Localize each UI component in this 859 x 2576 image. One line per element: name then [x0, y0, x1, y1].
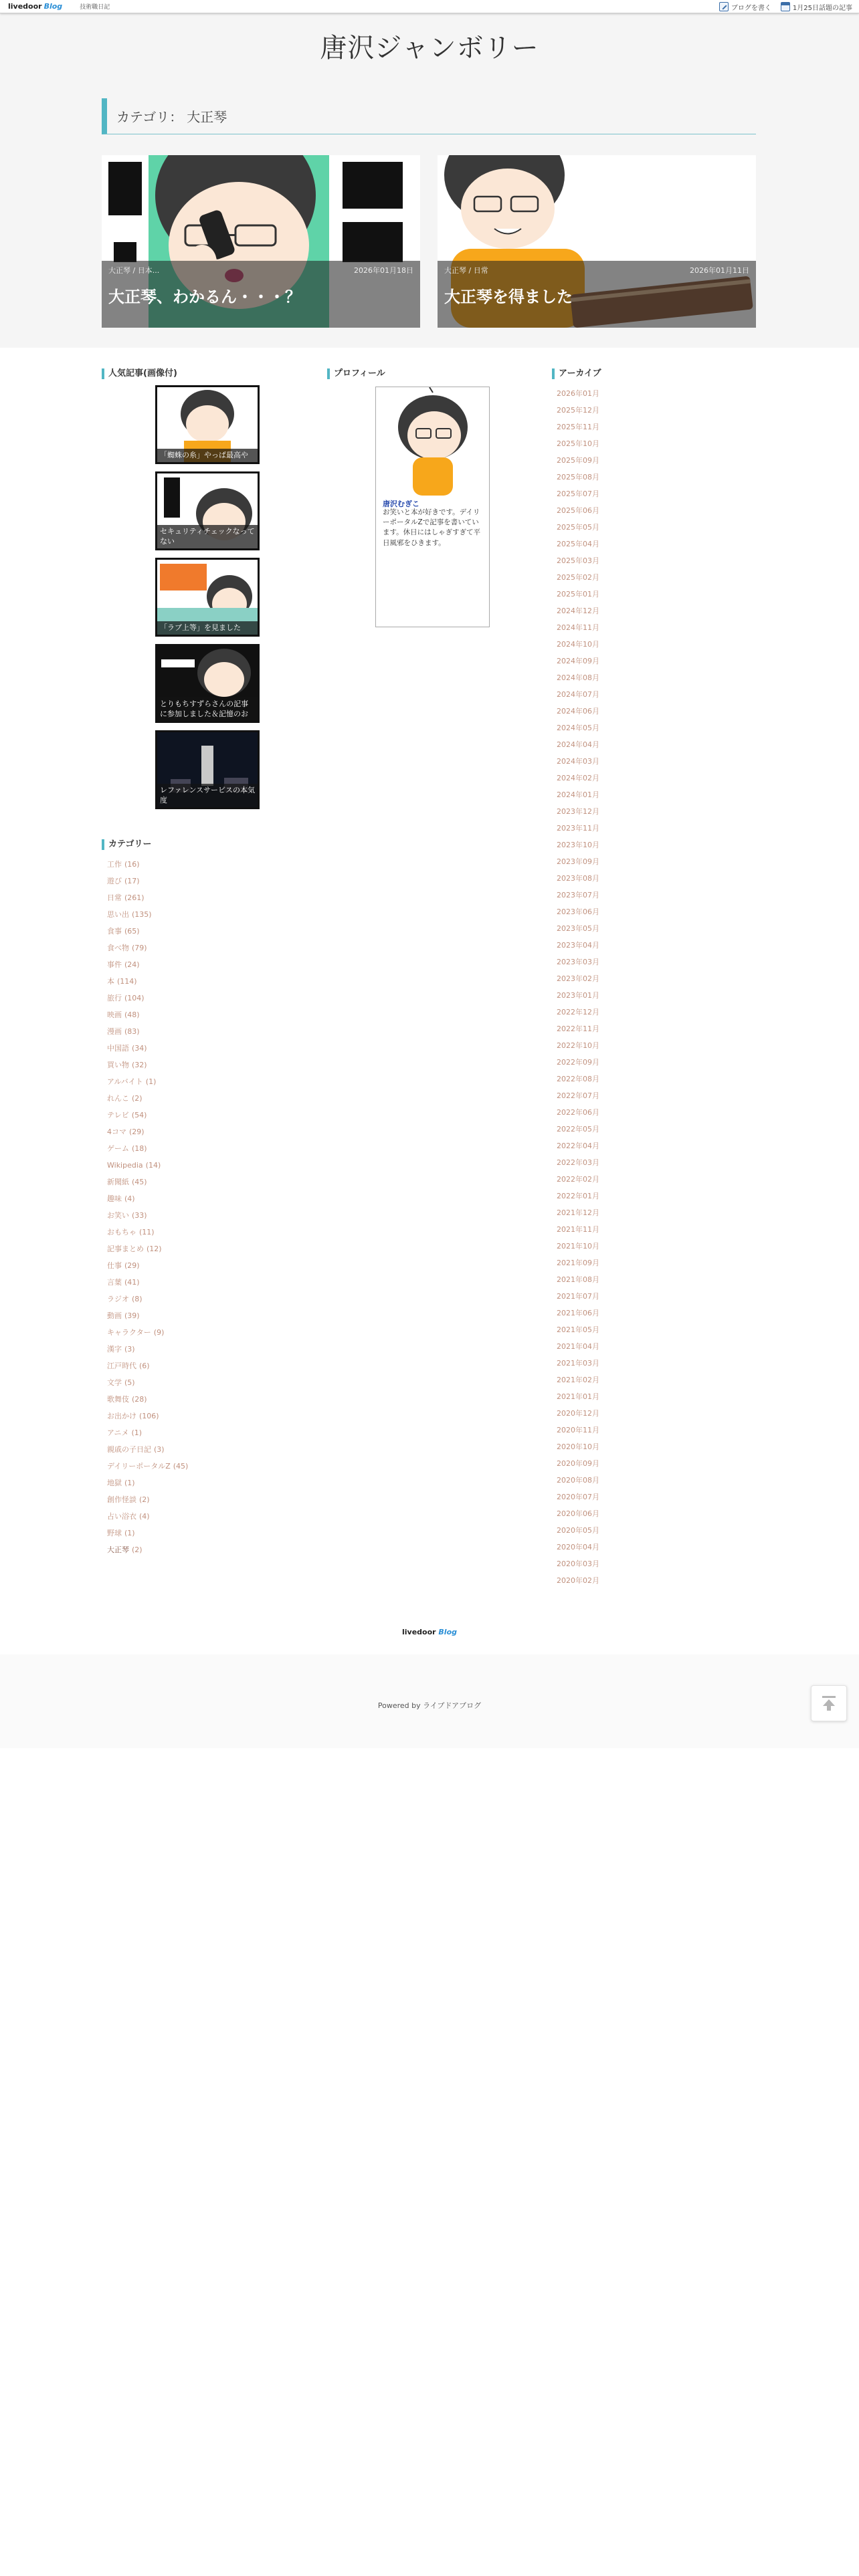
archive-month-link[interactable]: 2023年01月 [557, 991, 599, 1000]
category-name: れんこ [107, 1094, 129, 1103]
category-item[interactable] [107, 940, 188, 956]
archive-month-link[interactable]: 2025年10月 [557, 439, 599, 448]
archive-month-link[interactable]: 2020年11月 [557, 1426, 599, 1434]
category-name: おもちゃ [107, 1228, 136, 1237]
category-name: 思い出 [107, 910, 129, 919]
category-item[interactable] [107, 1274, 188, 1291]
category-header-label: カテゴリ： [116, 109, 183, 125]
category-count: (5) [124, 1378, 135, 1387]
featured-title[interactable]: 大正琴、わかるん・・・？ [108, 288, 301, 306]
category-count: (135) [132, 910, 152, 919]
archive-month-link[interactable]: 2021年11月 [557, 1225, 599, 1234]
category-name: 歌舞伎 [107, 1395, 129, 1404]
category-item[interactable] [107, 1324, 188, 1341]
category-count: (32) [132, 1061, 147, 1069]
archive-month-link[interactable]: 2022年09月 [557, 1058, 599, 1067]
archive-month-link[interactable]: 2020年05月 [557, 1526, 599, 1535]
archive-month-link[interactable]: 2022年01月 [557, 1192, 599, 1200]
category-name: 江戸時代 [107, 1362, 136, 1370]
archive-month-link[interactable]: 2025年07月 [557, 490, 599, 498]
category-header [102, 98, 756, 134]
category-name: 文学 [107, 1378, 122, 1387]
category-count: (1) [145, 1077, 157, 1086]
archive-month-link[interactable]: 2025年04月 [557, 540, 599, 548]
category-count: (14) [145, 1161, 161, 1170]
category-count: (3) [124, 1345, 135, 1354]
calendar-icon [781, 2, 790, 11]
category-name: 本 [107, 977, 114, 986]
category-count: (17) [124, 877, 140, 885]
category-count: (3) [154, 1445, 165, 1454]
archive-month-link[interactable]: 2021年07月 [557, 1292, 599, 1301]
category-count: (45) [173, 1462, 189, 1471]
category-item[interactable] [107, 1541, 188, 1558]
archive-month-link[interactable]: 2024年09月 [557, 657, 599, 665]
category-item[interactable] [107, 1491, 188, 1508]
category-name: 遊び [107, 877, 122, 885]
pencil-icon [719, 2, 729, 11]
archive-month-link[interactable]: 2021年10月 [557, 1242, 599, 1251]
archive-month-link[interactable]: 2025年01月 [557, 590, 599, 599]
arrow-up-to-top-icon [822, 1695, 836, 1711]
category-item[interactable] [107, 1006, 188, 1023]
trending-topics-label: 1月25日話題の記事 [792, 4, 852, 12]
category-count: (4) [124, 1194, 135, 1203]
powered-by[interactable]: Powered by ライブドアブログ [377, 1701, 482, 1710]
category-count: (33) [132, 1211, 147, 1220]
archive-month-link[interactable]: 2023年03月 [557, 958, 599, 966]
category-name: アニメ [107, 1428, 129, 1437]
category-item[interactable] [107, 1140, 188, 1157]
archive-list [557, 385, 599, 1589]
category-name: 買い物 [107, 1061, 129, 1069]
archive-month-link[interactable]: 2023年02月 [557, 974, 599, 983]
category-count: (12) [147, 1245, 162, 1253]
category-item[interactable] [107, 1458, 188, 1475]
popular-article-1[interactable] [155, 385, 260, 464]
category-name: 地獄 [107, 1479, 122, 1487]
profile-name[interactable]: 唐沢むぎこ [383, 500, 419, 508]
category-count: (2) [139, 1495, 150, 1504]
archive-month-link[interactable]: 2021年08月 [557, 1275, 599, 1284]
category-count: (6) [139, 1362, 150, 1370]
category-item[interactable] [107, 889, 188, 906]
featured-meta [108, 265, 413, 276]
archive-month-link[interactable]: 2025年02月 [557, 573, 599, 582]
archive-month-link[interactable]: 2025年12月 [557, 406, 599, 415]
archive-month-link[interactable]: 2023年09月 [557, 857, 599, 866]
popular-article-2[interactable] [155, 471, 260, 550]
category-count: (1) [131, 1428, 142, 1437]
featured-article-1[interactable] [102, 155, 420, 328]
category-name: 趣味 [107, 1194, 122, 1203]
category-name: お笑い [107, 1211, 129, 1220]
category-count: (2) [132, 1545, 142, 1554]
category-name: 食事 [107, 927, 122, 936]
category-name: 漫画 [107, 1027, 122, 1036]
archive-month-link[interactable]: 2024年03月 [557, 757, 599, 766]
category-item[interactable] [107, 1123, 188, 1140]
category-item[interactable] [107, 956, 188, 973]
popular-article-3[interactable] [155, 558, 260, 637]
category-name: 創作怪談 [107, 1495, 136, 1504]
category-name: 4コマ [107, 1128, 126, 1136]
category-item[interactable] [107, 973, 188, 990]
archive-month-link[interactable]: 2024年04月 [557, 740, 599, 749]
archive-month-link[interactable]: 2023年04月 [557, 941, 599, 950]
archive-month-link[interactable]: 2023年12月 [557, 807, 599, 816]
archive-month-link[interactable]: 2022年02月 [557, 1175, 599, 1184]
category-name: 親戚の子日記 [107, 1445, 151, 1454]
category-item[interactable] [107, 873, 188, 889]
category-item[interactable] [107, 1057, 188, 1073]
archive-month-link[interactable]: 2022年06月 [557, 1108, 599, 1117]
category-count: (1) [124, 1529, 135, 1537]
profile-avatar [376, 387, 489, 496]
category-item[interactable] [107, 1040, 188, 1057]
livedoor-blog-logo[interactable] [8, 2, 62, 11]
category-count: (24) [124, 960, 140, 969]
archive-month-link[interactable]: 2024年02月 [557, 774, 599, 782]
archive-month-link[interactable]: 2024年05月 [557, 724, 599, 732]
category-header-name: 大正琴 [187, 109, 227, 125]
category-name: キャラクター [107, 1328, 151, 1337]
category-item[interactable] [107, 1157, 188, 1174]
archive-month-link[interactable]: 2020年08月 [557, 1476, 599, 1485]
category-name: 旅行 [107, 994, 122, 1002]
footer-logo-main: livedoor [401, 1628, 436, 1636]
archive-month-link[interactable]: 2020年03月 [557, 1560, 599, 1568]
category-count: (29) [129, 1128, 145, 1136]
category-name: テレビ [107, 1111, 129, 1119]
archive-month-link[interactable]: 2020年02月 [557, 1576, 599, 1585]
category-count: (16) [124, 860, 140, 869]
archive-month-link[interactable]: 2022年12月 [557, 1008, 599, 1016]
popular-article-caption: とりもちすずらさんの記事に参加しました＆記憶のお [157, 697, 258, 721]
footer-logo-blog: Blog [438, 1628, 458, 1636]
archive-month-link[interactable]: 2020年10月 [557, 1442, 599, 1451]
archive-month-link[interactable]: 2022年07月 [557, 1091, 599, 1100]
category-name: ラジオ [107, 1295, 129, 1303]
category-item[interactable] [107, 1073, 188, 1090]
category-name: 新聞紙 [107, 1178, 129, 1186]
category-name: 動画 [107, 1311, 122, 1320]
archive-month-link[interactable]: 2025年03月 [557, 556, 599, 565]
category-count: (39) [124, 1311, 140, 1320]
category-item[interactable] [107, 1224, 188, 1241]
archive-month-link[interactable]: 2022年05月 [557, 1125, 599, 1134]
category-count: (79) [132, 944, 147, 952]
category-count: (18) [132, 1144, 147, 1153]
category-item[interactable] [107, 990, 188, 1006]
category-item[interactable] [107, 1424, 188, 1441]
popular-article-caption: 「蜘蛛の糸」やっぱ最高や [157, 449, 258, 462]
topbar-subtitle[interactable]: 技術職日記 [80, 4, 110, 11]
popular-articles-heading: 人気記事(画像付) [102, 368, 177, 379]
category-name: 記事まとめ [107, 1245, 144, 1253]
archive-month-link[interactable]: 2021年01月 [557, 1392, 599, 1401]
category-name: デイリーポータルZ [107, 1462, 171, 1471]
archive-month-link[interactable]: 2023年05月 [557, 924, 599, 933]
featured-article-2[interactable] [438, 155, 756, 328]
category-item[interactable] [107, 1241, 188, 1257]
category-name: 食べ物 [107, 944, 129, 952]
archive-month-link[interactable]: 2024年07月 [557, 690, 599, 699]
popular-article-caption: 「ラブ上等」を見ました [157, 621, 258, 635]
archive-month-link[interactable]: 2022年04月 [557, 1142, 599, 1150]
category-count: (65) [124, 927, 140, 936]
category-count: (29) [124, 1261, 140, 1270]
archive-month-link[interactable]: 2024年12月 [557, 607, 599, 615]
category-count: (2) [132, 1094, 142, 1103]
category-count: (11) [139, 1228, 155, 1237]
archive-month-link[interactable]: 2021年12月 [557, 1208, 599, 1217]
archive-month-link[interactable]: 2025年11月 [557, 423, 599, 431]
category-item[interactable] [107, 1441, 188, 1458]
archive-month-link[interactable]: 2023年06月 [557, 907, 599, 916]
archive-month-link[interactable]: 2024年10月 [557, 640, 599, 649]
archive-month-link[interactable]: 2025年09月 [557, 456, 599, 465]
category-name: 事件 [107, 960, 122, 969]
category-count: (54) [131, 1111, 147, 1119]
archive-month-link[interactable]: 2022年08月 [557, 1075, 599, 1083]
archive-month-link[interactable]: 2025年05月 [557, 523, 599, 532]
category-name: Wikipedia [107, 1161, 143, 1170]
featured-meta [444, 265, 749, 276]
back-to-top-button[interactable] [811, 1685, 847, 1721]
archive-month-link[interactable]: 2024年11月 [557, 623, 599, 632]
archive-month-link[interactable]: 2021年05月 [557, 1325, 599, 1334]
category-name: 占い浴衣 [107, 1512, 136, 1521]
featured-title[interactable]: 大正琴を得ました [444, 288, 573, 306]
category-item[interactable] [107, 1207, 188, 1224]
category-item[interactable] [107, 1408, 188, 1424]
category-count: (48) [124, 1010, 140, 1019]
category-item[interactable] [107, 1090, 188, 1107]
archive-month-link[interactable]: 2026年01月 [557, 389, 599, 398]
popular-article-5[interactable] [155, 730, 260, 809]
global-top-bar [0, 0, 859, 13]
category-name: 日常 [107, 893, 122, 902]
category-item[interactable] [107, 1107, 188, 1123]
archive-month-link[interactable]: 2021年02月 [557, 1376, 599, 1384]
category-name: アルバイト [107, 1077, 143, 1086]
site-title[interactable]: 唐沢ジャンボリー [320, 33, 539, 64]
archive-month-link[interactable]: 2021年09月 [557, 1259, 599, 1267]
featured-category[interactable]: 大正琴 / 日常 [444, 266, 488, 275]
profile-heading: プロフィール [327, 368, 385, 379]
write-blog-link[interactable] [719, 2, 771, 12]
archive-month-link[interactable]: 2023年07月 [557, 891, 599, 899]
category-item[interactable] [107, 906, 188, 923]
category-name: ゲーム [107, 1144, 129, 1153]
category-name: お出かけ [107, 1412, 136, 1420]
archive-heading: アーカイブ [552, 368, 601, 379]
featured-category[interactable]: 大正琴 / 日本... [108, 266, 160, 275]
footer-logo[interactable] [0, 1628, 859, 1636]
archive-month-link[interactable]: 2021年03月 [557, 1359, 599, 1368]
category-count: (106) [139, 1412, 159, 1420]
featured-date: 2026年01月11日 [690, 266, 749, 275]
archive-month-link[interactable]: 2021年06月 [557, 1309, 599, 1317]
category-count: (9) [153, 1328, 165, 1337]
archive-month-link[interactable]: 2020年07月 [557, 1493, 599, 1501]
category-count: (34) [132, 1044, 147, 1053]
category-item[interactable] [107, 1508, 188, 1525]
archive-month-link[interactable]: 2022年11月 [557, 1025, 599, 1033]
category-count: (1) [124, 1479, 135, 1487]
category-count: (104) [124, 994, 145, 1002]
category-name: 漢字 [107, 1345, 122, 1354]
category-item[interactable] [107, 1475, 188, 1491]
category-count: (83) [124, 1027, 140, 1036]
categories-heading: カテゴリー [102, 839, 151, 850]
category-item[interactable] [107, 1341, 188, 1358]
popular-article-4[interactable] [155, 644, 260, 723]
category-count: (4) [139, 1512, 150, 1521]
logo-blog-text: Blog [43, 2, 63, 11]
category-item[interactable] [107, 1307, 188, 1324]
archive-month-link[interactable]: 2025年06月 [557, 506, 599, 515]
profile-description: お笑いと本が好きです。デイリーポータルZで記事を書いています。休日にはしゃぎすぎて平日風邪をひきます。 [383, 508, 481, 547]
category-name: 中国語 [107, 1044, 129, 1053]
archive-month-link[interactable]: 2020年06月 [557, 1509, 599, 1518]
category-count: (28) [132, 1395, 147, 1404]
category-name: 大正琴 [107, 1545, 129, 1554]
category-name: 映画 [107, 1010, 122, 1019]
archive-month-link[interactable]: 2022年03月 [557, 1158, 599, 1167]
archive-month-link[interactable]: 2024年06月 [557, 707, 599, 716]
category-item[interactable] [107, 1291, 188, 1307]
featured-date: 2026年01月18日 [354, 266, 413, 275]
category-list [107, 856, 188, 1558]
archive-month-link[interactable]: 2023年08月 [557, 874, 599, 883]
category-item[interactable] [107, 1391, 188, 1408]
archive-month-link[interactable]: 2021年04月 [557, 1342, 599, 1351]
profile-card [375, 387, 490, 627]
category-name: 野球 [107, 1529, 122, 1537]
archive-month-link[interactable]: 2022年10月 [557, 1041, 599, 1050]
archive-month-link[interactable]: 2024年01月 [557, 790, 599, 799]
category-count: (45) [132, 1178, 147, 1186]
archive-month-link[interactable]: 2020年04月 [557, 1543, 599, 1551]
popular-article-caption: レファレンスサービスの本気度 [157, 784, 258, 807]
category-item[interactable] [107, 1190, 188, 1207]
category-item[interactable] [107, 856, 188, 873]
archive-month-link[interactable]: 2025年08月 [557, 473, 599, 481]
category-count: (41) [124, 1278, 140, 1287]
category-item[interactable] [107, 1174, 188, 1190]
write-blog-label: ブログを書く [731, 4, 771, 12]
trending-topics-link[interactable] [781, 2, 852, 12]
category-count: (114) [117, 977, 137, 986]
category-item[interactable] [107, 1525, 188, 1541]
category-count: (261) [124, 893, 145, 902]
archive-month-link[interactable]: 2020年12月 [557, 1409, 599, 1418]
category-name: 工作 [107, 860, 122, 869]
category-item[interactable] [107, 1358, 188, 1374]
archive-month-link[interactable]: 2023年10月 [557, 841, 599, 849]
logo-main-text: livedoor [8, 2, 42, 11]
category-item[interactable] [107, 1374, 188, 1391]
category-item[interactable] [107, 1023, 188, 1040]
category-item[interactable] [107, 923, 188, 940]
archive-month-link[interactable]: 2024年08月 [557, 673, 599, 682]
archive-month-link[interactable]: 2023年11月 [557, 824, 599, 833]
category-item[interactable] [107, 1257, 188, 1274]
category-count: (8) [132, 1295, 142, 1303]
category-name: 仕事 [107, 1261, 122, 1270]
popular-article-caption: セキュリティチェックなってない [157, 525, 258, 548]
category-name: 言葉 [107, 1278, 122, 1287]
archive-month-link[interactable]: 2020年09月 [557, 1459, 599, 1468]
